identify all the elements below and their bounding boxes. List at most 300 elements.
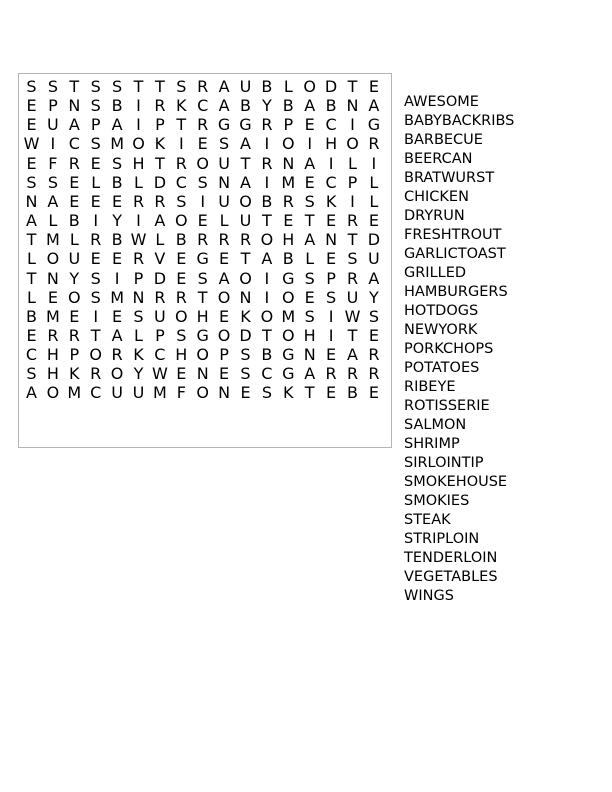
grid-cell[interactable]: U (218, 191, 230, 211)
grid-cell[interactable]: R (132, 249, 145, 269)
grid-cell[interactable]: U (132, 383, 145, 403)
grid-cell[interactable]: B (111, 96, 123, 116)
grid-cell[interactable]: S (26, 172, 37, 192)
grid-cell[interactable]: R (68, 153, 80, 173)
grid-cell[interactable]: C (90, 383, 102, 403)
grid-cell[interactable]: D (153, 172, 167, 192)
grid-cell[interactable]: G (196, 325, 209, 345)
grid-cell[interactable]: N (218, 383, 231, 403)
grid-cell[interactable]: A (26, 211, 37, 231)
grid-cell[interactable]: G (367, 115, 381, 135)
grid-cell[interactable]: E (240, 383, 251, 403)
grid-cell[interactable]: N (25, 191, 38, 211)
grid-cell[interactable]: N (132, 287, 145, 307)
grid-cell[interactable]: S (112, 77, 123, 96)
grid-cell[interactable]: S (90, 268, 101, 288)
grid-cell[interactable]: V (154, 249, 166, 269)
grid-cell[interactable]: K (154, 134, 166, 154)
grid-cell[interactable]: C (325, 172, 337, 192)
grid-cell[interactable]: L (155, 230, 165, 250)
grid-cell[interactable]: U (368, 249, 380, 269)
grid-cell[interactable]: O (217, 287, 231, 307)
word-list-item: RIBEYE (404, 379, 456, 395)
grid-cell[interactable]: Y (133, 364, 144, 384)
grid-cell[interactable]: H (196, 306, 209, 326)
grid-cell[interactable]: U (111, 383, 123, 403)
grid-cell[interactable]: R (90, 364, 102, 384)
grid-cell[interactable]: A (368, 96, 380, 116)
grid-cell[interactable]: O (260, 230, 274, 250)
grid-cell[interactable]: B (325, 96, 337, 116)
grid-cell[interactable]: L (27, 249, 36, 269)
grid-cell[interactable]: S (304, 191, 315, 211)
grid-cell[interactable]: A (304, 153, 316, 173)
grid-cell[interactable]: F (48, 153, 58, 173)
grid-cell[interactable]: E (368, 211, 379, 231)
grid-cell[interactable]: W (23, 134, 40, 154)
grid-cell[interactable]: A (111, 115, 123, 135)
grid-cell[interactable]: O (196, 345, 209, 365)
grid-cell[interactable]: S (219, 134, 230, 154)
grid-cell[interactable]: H (175, 345, 188, 365)
grid-cell[interactable]: R (368, 364, 380, 384)
grid-cell[interactable]: N (325, 230, 338, 250)
grid-cell[interactable]: E (69, 306, 80, 326)
grid-cell[interactable]: I (93, 306, 99, 326)
grid-cell[interactable]: I (350, 115, 355, 135)
grid-cell[interactable]: O (196, 383, 209, 403)
grid-cell[interactable]: K (176, 96, 187, 116)
grid-cell[interactable]: E (90, 153, 101, 173)
grid-cell[interactable]: E (304, 287, 315, 307)
grid-cell[interactable]: A (26, 383, 37, 403)
grid-cell[interactable]: A (347, 345, 358, 365)
grid-cell[interactable]: K (133, 345, 144, 365)
grid-cell[interactable]: A (154, 211, 166, 231)
grid-cell[interactable]: T (240, 249, 251, 269)
grid-cell[interactable]: O (303, 77, 316, 96)
grid-cell[interactable]: L (348, 153, 357, 173)
grid-cell[interactable]: E (112, 191, 123, 211)
grid-cell[interactable]: D (239, 325, 252, 345)
grid-cell[interactable]: E (326, 383, 337, 403)
grid-cell[interactable]: S (90, 96, 101, 116)
grid-cell[interactable]: G (196, 249, 209, 269)
grid-cell[interactable]: D (367, 230, 381, 250)
grid-cell[interactable]: A (304, 230, 316, 250)
grid-cell[interactable]: S (368, 306, 379, 326)
grid-cell[interactable]: B (26, 306, 37, 326)
grid-cell[interactable]: E (368, 325, 379, 345)
grid-cell[interactable]: P (69, 345, 80, 365)
word-list-item: POTATOES (404, 360, 480, 376)
grid-cell[interactable]: R (346, 364, 359, 384)
grid-cell[interactable]: G (282, 268, 295, 288)
word-list-item: SMOKIES (404, 493, 470, 509)
grid-cell[interactable]: M (67, 383, 82, 403)
grid-cell[interactable]: E (90, 249, 101, 269)
grid-cell[interactable]: R (261, 115, 273, 135)
grid-cell[interactable]: F (176, 383, 186, 403)
grid-cell[interactable]: T (262, 211, 272, 231)
grid-cell[interactable]: R (197, 115, 209, 135)
grid-cell[interactable]: S (326, 287, 337, 307)
grid-cell[interactable]: M (45, 306, 60, 326)
grid-cell[interactable]: B (175, 230, 187, 250)
grid-cell[interactable]: O (46, 383, 60, 403)
grid-cell[interactable]: T (133, 77, 144, 96)
grid-cell[interactable]: C (25, 345, 38, 365)
grid-cell[interactable]: S (176, 77, 187, 96)
grid-cell[interactable]: N (239, 287, 252, 307)
grid-cell[interactable]: S (176, 325, 187, 345)
grid-cell[interactable]: O (132, 134, 145, 154)
grid-cell[interactable]: O (282, 134, 295, 154)
grid-cell[interactable]: W (344, 306, 361, 326)
grid-cell[interactable]: I (264, 268, 270, 288)
grid-cell[interactable]: A (218, 268, 230, 288)
grid-cell[interactable]: S (112, 153, 123, 173)
grid-cell[interactable]: E (197, 211, 208, 231)
word-list-item: BABYBACKRIBS (404, 113, 515, 129)
grid-cell[interactable]: H (325, 134, 338, 154)
grid-cell[interactable]: O (346, 134, 359, 154)
grid-cell[interactable]: S (197, 268, 208, 288)
grid-cell[interactable]: L (369, 191, 379, 211)
grid-cell[interactable]: L (134, 172, 143, 192)
grid-cell[interactable]: R (90, 230, 102, 250)
grid-cell[interactable]: B (261, 345, 273, 365)
grid-cell[interactable]: P (326, 268, 336, 288)
grid-cell[interactable]: T (304, 383, 315, 403)
grid-cell[interactable]: L (369, 172, 379, 192)
grid-cell[interactable]: R (197, 230, 209, 250)
grid-cell[interactable]: C (68, 134, 80, 154)
grid-cell[interactable]: H (46, 364, 59, 384)
grid-cell[interactable]: S (261, 383, 272, 403)
grid-cell[interactable]: D (324, 77, 338, 96)
grid-cell[interactable]: E (219, 306, 230, 326)
grid-cell[interactable]: U (239, 77, 252, 96)
grid-cell[interactable]: M (281, 172, 296, 192)
grid-cell[interactable]: E (176, 249, 187, 269)
grid-cell[interactable]: R (175, 153, 187, 173)
grid-cell[interactable]: B (240, 96, 251, 116)
grid-cell[interactable]: E (368, 383, 379, 403)
word-list-item: SALMON (404, 417, 467, 433)
grid-cell[interactable]: S (197, 172, 208, 192)
grid-cell[interactable]: A (218, 77, 230, 96)
grid-cell[interactable]: M (45, 230, 60, 250)
word-list-item: CHICKEN (404, 189, 469, 205)
grid-cell[interactable]: R (261, 153, 273, 173)
grid-row (19, 383, 391, 402)
grid-cell[interactable]: I (350, 191, 355, 211)
grid-cell[interactable]: T (240, 153, 251, 173)
grid-cell[interactable]: H (303, 325, 316, 345)
grid-cell[interactable]: R (154, 287, 166, 307)
grid-cell[interactable]: R (68, 325, 80, 345)
grid-cell[interactable]: L (305, 249, 315, 269)
grid-cell[interactable]: B (261, 191, 273, 211)
grid-cell[interactable]: P (133, 268, 144, 288)
grid-cell[interactable]: E (112, 249, 123, 269)
grid-cell[interactable]: N (218, 172, 231, 192)
grid-cell[interactable]: E (219, 364, 230, 384)
grid-cell[interactable]: A (218, 96, 230, 116)
grid-cell[interactable]: E (326, 345, 337, 365)
grid-cell[interactable]: B (111, 230, 123, 250)
grid-cell[interactable]: B (282, 96, 294, 116)
grid-cell[interactable]: I (371, 153, 377, 173)
grid-cell[interactable]: O (175, 306, 188, 326)
grid-cell[interactable]: S (90, 77, 101, 96)
grid-cell[interactable]: I (264, 287, 270, 307)
grid-cell[interactable]: E (326, 211, 337, 231)
grid-cell[interactable]: L (48, 211, 58, 231)
grid-cell[interactable]: S (90, 287, 101, 307)
grid-cell[interactable]: A (304, 96, 316, 116)
grid-cell[interactable]: R (111, 345, 123, 365)
grid-cell[interactable]: G (282, 345, 295, 365)
grid-cell[interactable]: I (136, 115, 141, 135)
grid-cell[interactable]: S (47, 172, 58, 192)
grid-cell[interactable]: P (155, 325, 165, 345)
grid-cell[interactable]: N (282, 153, 295, 173)
grid-cell[interactable]: O (282, 287, 295, 307)
grid-cell[interactable]: E (26, 96, 37, 116)
grid-cell[interactable]: P (90, 115, 101, 135)
grid-cell[interactable]: R (132, 191, 145, 211)
grid-cell[interactable]: I (178, 134, 184, 154)
grid-cell[interactable]: L (134, 325, 143, 345)
grid-cell[interactable]: E (304, 172, 315, 192)
grid-cell[interactable]: G (282, 364, 295, 384)
grid-cell[interactable]: N (46, 268, 59, 288)
grid-cell[interactable]: U (218, 153, 230, 173)
grid-cell[interactable]: U (239, 211, 252, 231)
grid-cell[interactable]: T (90, 325, 101, 345)
grid-cell[interactable]: M (110, 287, 124, 307)
grid-cell[interactable]: D (153, 268, 167, 288)
grid-cell[interactable]: E (69, 172, 80, 192)
grid-cell[interactable]: S (47, 77, 58, 96)
grid-cell[interactable]: T (155, 153, 165, 173)
grid-cell[interactable]: L (91, 172, 101, 192)
grid-cell[interactable]: E (176, 364, 187, 384)
grid-cell[interactable]: P (347, 172, 358, 192)
grid-cell[interactable]: O (239, 191, 252, 211)
grid-cell[interactable]: N (303, 345, 316, 365)
grid-cell[interactable]: I (328, 325, 334, 345)
grid-cell[interactable]: K (283, 383, 294, 403)
grid-cell[interactable]: A (68, 115, 80, 135)
grid-cell[interactable]: O (46, 249, 60, 269)
grid-cell[interactable]: U (346, 287, 359, 307)
grid-cell[interactable]: B (347, 383, 358, 403)
grid-cell[interactable]: E (26, 325, 37, 345)
grid-cell[interactable]: P (48, 96, 58, 116)
grid-cell[interactable]: S (347, 249, 358, 269)
grid-cell[interactable]: U (68, 249, 81, 269)
grid-cell[interactable]: P (155, 115, 165, 135)
grid-cell[interactable]: W (151, 364, 168, 384)
grid-cell[interactable]: E (219, 249, 230, 269)
grid-cell[interactable]: S (176, 191, 187, 211)
grid-cell[interactable]: C (197, 96, 209, 116)
grid-cell[interactable]: G (217, 115, 231, 135)
grid-cell[interactable]: S (240, 364, 251, 384)
grid-cell[interactable]: O (196, 153, 209, 173)
grid-cell[interactable]: N (196, 364, 209, 384)
grid-cell[interactable]: A (111, 325, 123, 345)
letter-grid (18, 73, 392, 448)
grid-cell[interactable]: R (239, 230, 252, 250)
grid-cell[interactable]: T (155, 77, 165, 96)
grid-cell[interactable]: R (154, 96, 166, 116)
grid-cell[interactable]: M (281, 306, 296, 326)
grid-cell[interactable]: T (26, 230, 37, 250)
grid-cell[interactable]: S (133, 306, 144, 326)
grid-cell[interactable]: B (111, 172, 123, 192)
grid-cell[interactable]: O (68, 287, 81, 307)
grid-cell[interactable]: I (328, 306, 334, 326)
grid-cell[interactable]: I (264, 172, 270, 192)
grid-cell[interactable]: E (368, 77, 379, 96)
grid-cell[interactable]: O (282, 325, 295, 345)
grid-cell[interactable]: I (93, 211, 99, 231)
grid-cell[interactable]: T (262, 325, 272, 345)
grid-cell[interactable]: C (154, 345, 166, 365)
grid-cell[interactable]: P (283, 115, 294, 135)
grid-cell[interactable]: O (89, 345, 102, 365)
grid-cell[interactable]: E (304, 115, 315, 135)
grid-cell[interactable]: I (307, 134, 313, 154)
grid-cell[interactable]: S (304, 306, 315, 326)
grid-cell[interactable]: A (368, 268, 380, 288)
grid-cell[interactable]: I (200, 191, 206, 211)
grid-cell[interactable]: S (240, 345, 251, 365)
grid-cell[interactable]: R (47, 325, 59, 345)
grid-cell[interactable]: T (347, 325, 358, 345)
grid-cell[interactable]: R (346, 211, 359, 231)
grid-cell[interactable]: O (260, 306, 274, 326)
grid-cell[interactable]: O (175, 211, 188, 231)
grid-cell[interactable]: I (114, 268, 120, 288)
grid-cell[interactable]: A (261, 249, 273, 269)
grid-cell[interactable]: L (27, 287, 36, 307)
grid-cell[interactable]: E (283, 211, 294, 231)
grid-cell[interactable]: R (325, 364, 337, 384)
grid-cell[interactable]: A (240, 134, 251, 154)
word-list-item: HOTDOGS (404, 303, 479, 319)
grid-cell[interactable]: R (368, 345, 380, 365)
grid-cell[interactable]: S (26, 364, 37, 384)
grid-cell[interactable]: R (154, 191, 166, 211)
grid-row (19, 249, 391, 268)
grid-cell[interactable]: R (175, 287, 187, 307)
grid-cell[interactable]: E (90, 191, 101, 211)
grid-cell[interactable]: S (26, 77, 37, 96)
grid-cell[interactable]: E (47, 287, 58, 307)
grid-cell[interactable]: L (69, 230, 79, 250)
grid-cell[interactable]: S (304, 268, 315, 288)
grid-cell[interactable]: K (69, 364, 80, 384)
grid-cell[interactable]: O (110, 364, 124, 384)
grid-cell[interactable]: L (283, 77, 293, 96)
grid-cell[interactable]: E (69, 191, 80, 211)
grid-cell[interactable]: M (110, 134, 124, 154)
grid-cell[interactable]: E (112, 306, 123, 326)
grid-row (19, 364, 391, 383)
grid-cell[interactable]: E (197, 134, 208, 154)
grid-cell[interactable]: C (325, 115, 337, 135)
grid-cell[interactable]: N (346, 96, 359, 116)
grid-cell[interactable]: U (154, 306, 166, 326)
grid-cell[interactable]: T (197, 287, 208, 307)
grid-cell[interactable]: T (347, 77, 358, 96)
grid-cell[interactable]: H (132, 153, 145, 173)
grid-cell[interactable]: H (46, 345, 59, 365)
grid-cell[interactable]: T (26, 268, 37, 288)
grid-cell[interactable]: R (346, 268, 359, 288)
grid-cell[interactable]: C (261, 364, 273, 384)
grid-cell[interactable]: K (325, 191, 337, 211)
grid-cell[interactable]: T (176, 115, 187, 135)
grid-cell[interactable]: C (175, 172, 187, 192)
grid-cell[interactable]: B (282, 249, 294, 269)
grid-cell[interactable]: U (47, 115, 59, 135)
grid-cell[interactable]: R (197, 77, 209, 96)
grid-cell[interactable]: W (130, 230, 147, 250)
grid-cell[interactable]: R (282, 191, 294, 211)
grid-cell[interactable]: I (264, 134, 270, 154)
grid-cell[interactable]: Y (262, 96, 272, 116)
grid-cell[interactable]: A (240, 172, 251, 192)
grid-cell[interactable]: T (69, 77, 80, 96)
grid-cell[interactable]: A (304, 364, 316, 384)
grid-cell[interactable]: I (136, 211, 141, 231)
grid-cell[interactable]: P (219, 345, 229, 365)
grid-cell[interactable]: H (282, 230, 295, 250)
grid-cell[interactable]: B (261, 77, 273, 96)
grid-cell[interactable]: Y (112, 211, 122, 231)
grid-cell[interactable]: L (219, 211, 229, 231)
grid-cell[interactable]: I (328, 153, 334, 173)
grid-cell[interactable]: E (26, 115, 37, 135)
grid-cell[interactable]: I (50, 134, 56, 154)
grid-cell[interactable]: E (326, 249, 337, 269)
grid-cell[interactable]: O (217, 325, 231, 345)
grid-cell[interactable]: K (240, 306, 251, 326)
grid-cell[interactable]: M (152, 383, 167, 403)
grid-cell[interactable]: Y (369, 287, 379, 307)
grid-cell[interactable]: E (26, 153, 37, 173)
grid-cell[interactable]: G (239, 115, 252, 135)
grid-cell[interactable]: R (218, 230, 230, 250)
grid-cell[interactable]: T (304, 211, 315, 231)
grid-cell[interactable]: T (347, 230, 358, 250)
grid-cell[interactable]: Y (69, 268, 80, 288)
grid-cell[interactable]: A (47, 191, 59, 211)
grid-cell[interactable]: E (176, 268, 187, 288)
grid-cell[interactable]: R (368, 134, 380, 154)
grid-cell[interactable]: O (239, 268, 252, 288)
grid-cell[interactable]: N (68, 96, 81, 116)
grid-cell[interactable]: I (136, 96, 141, 116)
grid-cell[interactable]: B (68, 211, 80, 231)
grid-cell[interactable]: S (90, 134, 101, 154)
